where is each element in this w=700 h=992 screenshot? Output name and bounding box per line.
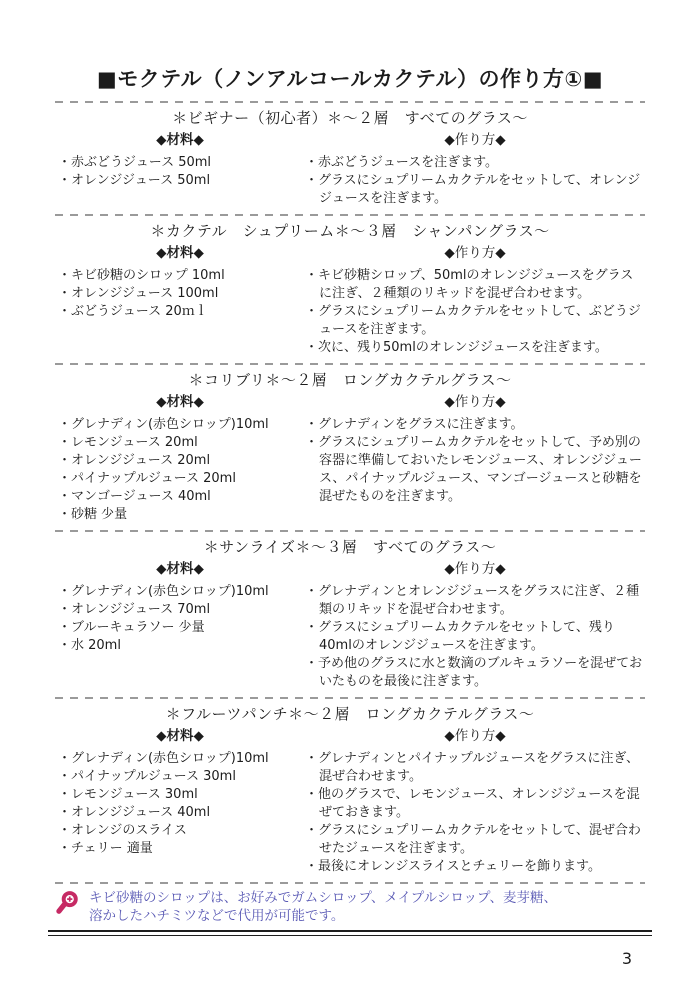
recipe-section-beginner: [55, 103, 645, 214]
step-item: ・グレナディンとオレンジジュースをグラスに注ぎ、２種類のリキッドを混ぜ合わせます。: [305, 584, 640, 617]
material-item: ・オレンジジュース 40ml: [58, 805, 211, 820]
materials-header-label: ◆材料◆: [156, 394, 204, 410]
material-item: ・レモンジュース 20ml: [58, 435, 198, 450]
page-number: 3: [621, 949, 632, 968]
steps-column: [305, 132, 645, 208]
material-item: ・グレナディン(赤色シロップ)10ml: [58, 417, 269, 432]
recipe-section-colibri: [55, 365, 645, 530]
step-item: ・グレナディンとパイナップルジュースをグラスに注ぎ、混ぜ合わせます。: [305, 751, 640, 784]
steps-column: [305, 728, 645, 876]
footer-rule: [48, 930, 652, 936]
materials-column: [55, 728, 305, 876]
note-text: [89, 889, 557, 925]
materials-header-label: ◆材料◆: [156, 132, 204, 148]
steps-list: [305, 267, 645, 357]
step-item: ・グレナディンをグラスに注ぎます。: [305, 417, 524, 432]
recipe-section-cocktail-supreme: [55, 216, 645, 363]
steps-list: [305, 750, 645, 876]
steps-header-label: ◆作り方◆: [444, 394, 506, 410]
recipe-heading: ＊コリブリ＊～２層 ロングカクテルグラス～: [188, 371, 512, 389]
step-item: ・予め他のグラスに水と数滴のブルキュラソーを混ぜておいたものを最後に注ぎます。: [305, 656, 643, 689]
material-item: ・レモンジュース 30ml: [58, 787, 198, 802]
recipe-heading: ＊サンライズ＊～３層 すべてのグラス～: [203, 538, 497, 556]
material-item: ・ブルーキュラソー 少量: [58, 620, 205, 635]
materials-column: [55, 132, 305, 208]
recipe-section-sunrise: [55, 532, 645, 697]
materials-list: [55, 154, 305, 190]
material-item: ・赤ぶどうジュース 50ml: [58, 155, 212, 170]
steps-list: [305, 583, 645, 691]
materials-list: [55, 583, 305, 655]
page-title: ■モクテル（ノンアルコールカクテル）の作り方①■: [96, 67, 604, 91]
material-item: ・オレンジジュース 20ml: [58, 453, 211, 468]
note-line: キビ砂糖のシロップは、お好みでガムシロップ、メイプルシロップ、麦芽糖、: [89, 890, 557, 906]
materials-list: [55, 750, 305, 858]
material-item: ・ぶどうジュース 20ｍｌ: [58, 304, 208, 319]
step-item: ・グラスにシュプリームカクテルをセットして、混ぜ合わせたジュースを注ぎます。: [305, 823, 641, 856]
material-item: ・グレナディン(赤色シロップ)10ml: [58, 584, 269, 599]
materials-list: [55, 416, 305, 524]
material-item: ・チェリー 適量: [58, 841, 153, 856]
materials-column: [55, 245, 305, 357]
material-item: ・グレナディン(赤色シロップ)10ml: [58, 751, 269, 766]
material-item: ・オレンジのスライス: [58, 823, 187, 838]
step-item: ・グラスにシュプリームカクテルをセットして、オレンジジュースを注ぎます。: [305, 173, 641, 206]
materials-header-label: ◆材料◆: [156, 561, 204, 577]
materials-column: [55, 561, 305, 691]
steps-header-label: ◆作り方◆: [444, 132, 506, 148]
recipe-section-fruit-punch: [55, 699, 645, 882]
material-item: ・砂糖 少量: [58, 507, 128, 522]
recipe-heading: ＊フルーツパンチ＊～２層 ロングカクテルグラス～: [165, 705, 535, 723]
material-item: ・パイナップルジュース 20ml: [58, 471, 236, 486]
substitution-note: [55, 884, 645, 928]
step-item: ・他のグラスで、レモンジュース、オレンジジュースを混ぜておきます。: [305, 787, 640, 820]
page-footer: [55, 882, 645, 969]
materials-header-label: ◆材料◆: [156, 728, 204, 744]
material-item: ・キビ砂糖のシロップ 10ml: [58, 268, 225, 283]
steps-column: [305, 245, 645, 357]
steps-header-label: ◆作り方◆: [444, 245, 506, 261]
recipe-heading: ＊カクテル シュプリーム＊～３層 シャンパングラス～: [150, 222, 550, 240]
steps-column: [305, 394, 645, 524]
step-item: ・グラスにシュプリームカクテルをセットして、残り40mlのオレンジジュースを注ぎます。: [305, 620, 615, 653]
steps-header-label: ◆作り方◆: [444, 728, 506, 744]
magnifier-plus-icon: [55, 890, 81, 921]
materials-column: [55, 394, 305, 524]
step-item: ・キビ砂糖シロップ、50mlのオレンジジュースをグラスに注ぎ、２種類のリキッドを混ぜ合わせます。: [305, 268, 634, 301]
recipe-heading: ＊ビギナー（初心者）＊～２層 すべてのグラス～: [172, 109, 528, 127]
steps-list: [305, 416, 645, 506]
material-item: ・オレンジジュース 100ml: [58, 286, 219, 301]
step-item: ・最後にオレンジスライスとチェリーを飾ります。: [305, 859, 602, 874]
materials-list: [55, 267, 305, 321]
material-item: ・パイナップルジュース 30ml: [58, 769, 236, 784]
material-item: ・水 20ml: [58, 638, 121, 653]
steps-header-label: ◆作り方◆: [444, 561, 506, 577]
step-item: ・グラスにシュプリームカクテルをセットして、予め別の容器に準備しておいたレモンジュース、オレンジジュース、パイナップルジュース、マンゴージュースと砂糖を混ぜたものを注ぎます。: [305, 435, 642, 504]
note-line: 溶かしたハチミツなどで代用が可能です。: [89, 908, 345, 924]
steps-list: [305, 154, 645, 208]
steps-column: [305, 561, 645, 691]
materials-header-label: ◆材料◆: [156, 245, 204, 261]
material-item: ・オレンジジュース 70ml: [58, 602, 211, 617]
step-item: ・グラスにシュプリームカクテルをセットして、ぶどうジュースを注ぎます。: [305, 304, 641, 337]
material-item: ・マンゴージュース 40ml: [58, 489, 211, 504]
step-item: ・次に、残り50mlのオレンジジュースを注ぎます。: [305, 340, 608, 355]
step-item: ・赤ぶどうジュースを注ぎます。: [305, 155, 499, 170]
material-item: ・オレンジジュース 50ml: [58, 173, 211, 188]
